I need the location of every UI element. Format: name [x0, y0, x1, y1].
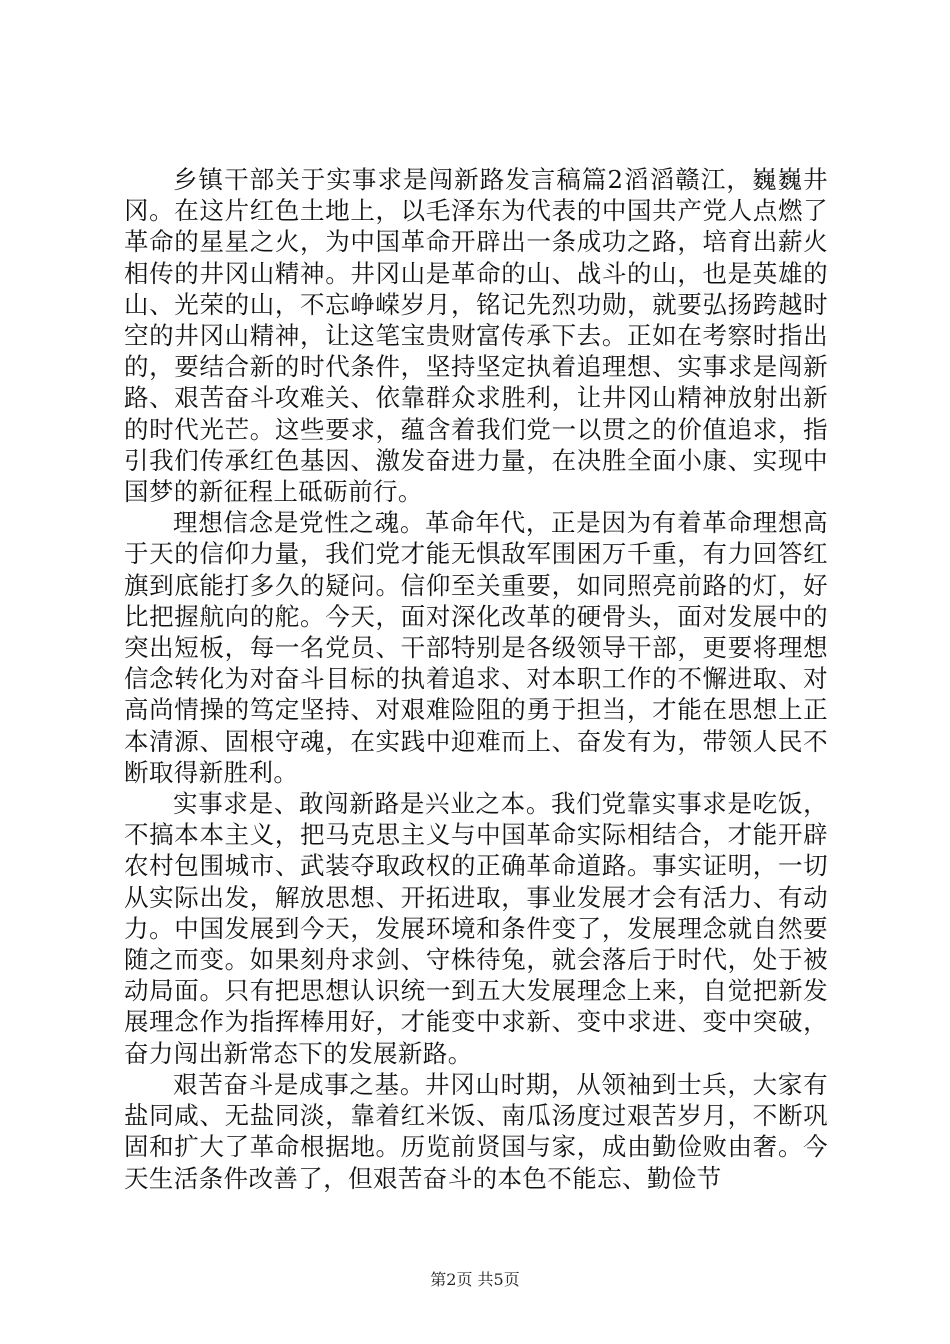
page-footer: 第2页 共5页: [430, 1270, 520, 1289]
paragraph-1: 乡镇干部关于实事求是闯新路发言稿篇2滔滔赣江，巍巍井冈。在这片红色土地上，以毛泽东为代表的中国共产党人点燃了革命的星星之火，为中国革命开辟出一条成功之路，培育出薪火相传的井冈山精神。井冈山是革命的山、战斗的山，也是英雄的山、光荣的山，不忘峥嵘岁月，铭记先烈功勋，就要弘扬跨越时空的井冈山精神，让这笔宝贵财富传承下去。正如在考察时指出的，要结合新的时代条件，坚持坚定执着追理想、实事求是闯新路、艰苦奋斗攻难关、依靠群众求胜利，让井冈山精神放射出新的时代光芒。这些要求，蕴含着我们党一以贯之的价值追求，指引我们传承红色基因、激发奋进力量，在决胜全面小康、实现中国梦的新征程上砥砺前行。: [124, 165, 828, 507]
paragraph-3: 实事求是、敢闯新路是兴业之本。我们党靠实事求是吃饭，不搞本本主义，把马克思主义与中国革命实际相结合，才能开辟农村包围城市、武装夺取政权的正确革命道路。事实证明，一切从实际出发，解放思想、开拓进取，事业发展才会有活力、有动力。中国发展到今天，发展环境和条件变了，发展理念就自然要随之而变。如果刻舟求剑、守株待兔，就会落后于时代，处于被动局面。只有把思想认识统一到五大发展理念上来，自觉把新发展理念作为指挥棒用好，才能变中求新、变中求进、变中突破，奋力闯出新常态下的发展新路。: [124, 789, 828, 1068]
paragraph-4: 艰苦奋斗是成事之基。井冈山时期，从领袖到士兵，大家有盐同咸、无盐同淡，靠着红米饭、南瓜汤度过艰苦岁月，不断巩固和扩大了革命根据地。历览前贤国与家，成由勤俭败由奢。今天生活条件改善了，但艰苦奋斗的本色不能忘、勤俭节: [124, 1069, 828, 1193]
paragraph-2: 理想信念是党性之魂。革命年代，正是因为有着革命理想高于天的信仰力量，我们党才能无惧敌军围困万千重，有力回答红旗到底能打多久的疑问。信仰至关重要，如同照亮前路的灯，好比把握航向的舵。今天，面对深化改革的硬骨头，面对发展中的突出短板，每一名党员、干部特别是各级领导干部，更要将理想信念转化为对奋斗目标的执着追求、对本职工作的不懈进取、对高尚情操的笃定坚持、对艰难险阻的勇于担当，才能在思想上正本清源、固根守魂，在实践中迎难而上、奋发有为，带领人民不断取得新胜利。: [124, 508, 828, 787]
body-text: [124, 164, 828, 1194]
